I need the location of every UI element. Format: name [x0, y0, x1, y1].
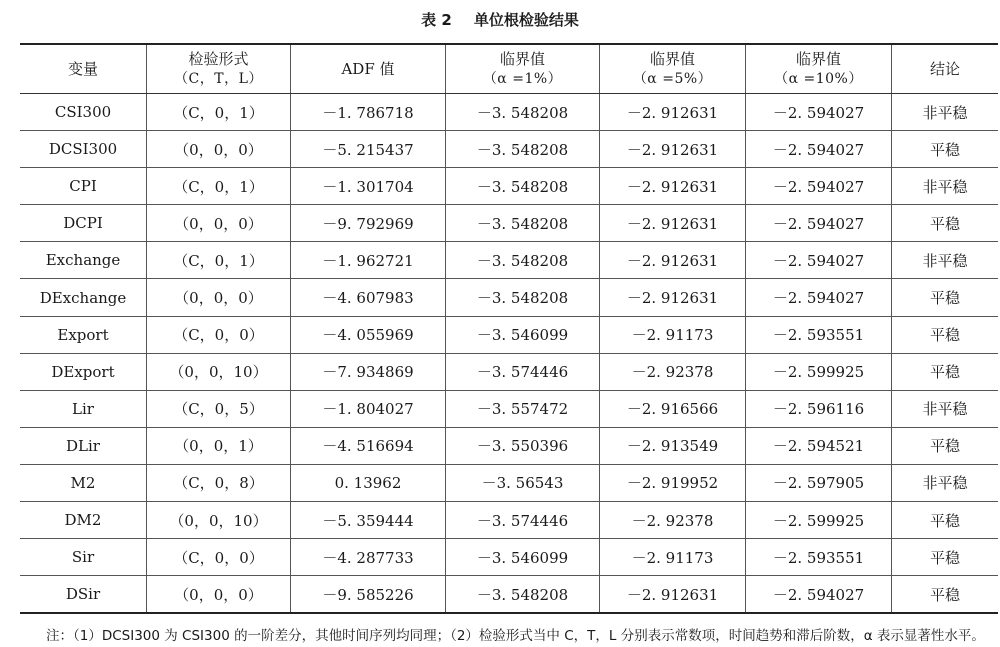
cell-adf-value: －4. 287733: [291, 539, 446, 576]
cell-critical-5pct: －2. 912631: [600, 205, 746, 242]
cell-conclusion: 平稳: [892, 279, 999, 316]
cell-test-form: （C，0，0）: [147, 539, 291, 576]
table-caption: [0, 9, 1000, 30]
cell-adf-value: －5. 215437: [291, 131, 446, 168]
cell-critical-1pct: －3. 548208: [446, 168, 600, 205]
cell-critical-5pct: －2. 91173: [600, 316, 746, 353]
cell-critical-1pct: －3. 548208: [446, 242, 600, 279]
cell-critical-1pct: －3. 557472: [446, 390, 600, 427]
table-row: [20, 279, 998, 316]
cell-conclusion: 平稳: [892, 427, 999, 464]
cell-test-form: （0，0，0）: [147, 205, 291, 242]
cell-adf-value: －1. 962721: [291, 242, 446, 279]
cell-critical-10pct: －2. 594027: [746, 279, 892, 316]
table-footnote: 注：（1）DCSI300 为 CSI300 的一阶差分，其他时间序列均同理；（2）检验形式当中 C，T，L 分别表示常数项，时间趋势和滞后阶数，α 表示显著性水平。: [46, 628, 985, 644]
cell-test-form: （0，0，10）: [147, 502, 291, 539]
cell-critical-1pct: －3. 574446: [446, 502, 600, 539]
table-row: [20, 242, 998, 279]
cell-conclusion: 平稳: [892, 539, 999, 576]
cell-critical-1pct: －3. 548208: [446, 576, 600, 614]
cell-test-form: （0，0，1）: [147, 427, 291, 464]
cell-adf-value: －9. 585226: [291, 576, 446, 614]
cell-variable: DCSI300: [20, 131, 147, 168]
cell-critical-5pct: －2. 912631: [600, 94, 746, 131]
cell-adf-value: －1. 804027: [291, 390, 446, 427]
cell-test-form: （C，0，1）: [147, 242, 291, 279]
cell-critical-1pct: －3. 546099: [446, 316, 600, 353]
cell-critical-1pct: －3. 548208: [446, 279, 600, 316]
cell-conclusion: 平稳: [892, 131, 999, 168]
cell-test-form: （C，0，5）: [147, 390, 291, 427]
cell-test-form: （0，0，0）: [147, 279, 291, 316]
cell-variable: DM2: [20, 502, 147, 539]
cell-variable: Export: [20, 316, 147, 353]
cell-critical-10pct: －2. 593551: [746, 316, 892, 353]
header-adf: ADF 值: [291, 44, 446, 94]
cell-critical-10pct: －2. 596116: [746, 390, 892, 427]
cell-test-form: （0，0，0）: [147, 576, 291, 614]
cell-critical-5pct: －2. 912631: [600, 168, 746, 205]
header-conclusion: 结论: [892, 44, 999, 94]
table-row: [20, 502, 998, 539]
cell-adf-value: －4. 607983: [291, 279, 446, 316]
header-test-form: 检验形式 （C，T，L）: [147, 44, 291, 94]
cell-critical-1pct: －3. 548208: [446, 94, 600, 131]
cell-critical-10pct: －2. 593551: [746, 539, 892, 576]
cell-critical-5pct: －2. 912631: [600, 279, 746, 316]
cell-test-form: （C，0，0）: [147, 316, 291, 353]
table-row: [20, 427, 998, 464]
cell-critical-10pct: －2. 594027: [746, 576, 892, 614]
cell-critical-10pct: －2. 594521: [746, 427, 892, 464]
table-row: [20, 316, 998, 353]
cell-critical-10pct: －2. 594027: [746, 168, 892, 205]
cell-test-form: （0，0，10）: [147, 353, 291, 390]
cell-conclusion: 平稳: [892, 316, 999, 353]
cell-test-form: （C，0，1）: [147, 94, 291, 131]
cell-test-form: （0，0，0）: [147, 131, 291, 168]
cell-critical-1pct: －3. 574446: [446, 353, 600, 390]
cell-critical-5pct: －2. 916566: [600, 390, 746, 427]
cell-conclusion: 非平稳: [892, 242, 999, 279]
cell-critical-5pct: －2. 92378: [600, 502, 746, 539]
cell-variable: Lir: [20, 390, 147, 427]
cell-conclusion: 非平稳: [892, 168, 999, 205]
cell-critical-1pct: －3. 546099: [446, 539, 600, 576]
header-row: [20, 44, 998, 94]
cell-critical-10pct: －2. 594027: [746, 205, 892, 242]
cell-variable: Sir: [20, 539, 147, 576]
table-row: [20, 205, 998, 242]
cell-critical-10pct: －2. 599925: [746, 502, 892, 539]
cell-adf-value: －1. 301704: [291, 168, 446, 205]
table-row: [20, 576, 998, 614]
table-row: [20, 168, 998, 205]
table-row: [20, 353, 998, 390]
cell-critical-1pct: －3. 548208: [446, 131, 600, 168]
table-row: [20, 539, 998, 576]
header-variable: 变量: [20, 44, 147, 94]
cell-critical-1pct: －3. 550396: [446, 427, 600, 464]
cell-adf-value: －5. 359444: [291, 502, 446, 539]
cell-variable: Exchange: [20, 242, 147, 279]
cell-conclusion: 非平稳: [892, 464, 999, 501]
cell-variable: CSI300: [20, 94, 147, 131]
cell-critical-5pct: －2. 912631: [600, 242, 746, 279]
cell-variable: DSir: [20, 576, 147, 614]
cell-critical-10pct: －2. 594027: [746, 242, 892, 279]
cell-critical-10pct: －2. 599925: [746, 353, 892, 390]
cell-variable: DExport: [20, 353, 147, 390]
cell-critical-1pct: －3. 56543: [446, 464, 600, 501]
cell-variable: DLir: [20, 427, 147, 464]
cell-conclusion: 平稳: [892, 205, 999, 242]
cell-critical-5pct: －2. 912631: [600, 576, 746, 614]
cell-conclusion: 平稳: [892, 502, 999, 539]
table-row: [20, 94, 998, 131]
cell-critical-5pct: －2. 912631: [600, 131, 746, 168]
cell-variable: DExchange: [20, 279, 147, 316]
cell-conclusion: 平稳: [892, 576, 999, 614]
cell-test-form: （C，0，8）: [147, 464, 291, 501]
cell-critical-1pct: －3. 548208: [446, 205, 600, 242]
cell-test-form: （C，0，1）: [147, 168, 291, 205]
cell-adf-value: 0. 13962: [291, 464, 446, 501]
table-row: [20, 131, 998, 168]
cell-conclusion: 非平稳: [892, 390, 999, 427]
cell-critical-10pct: －2. 597905: [746, 464, 892, 501]
cell-variable: CPI: [20, 168, 147, 205]
cell-conclusion: 非平稳: [892, 94, 999, 131]
header-critical-1pct: 临界值 （α =1%）: [446, 44, 600, 94]
cell-conclusion: 平稳: [892, 353, 999, 390]
cell-adf-value: －4. 055969: [291, 316, 446, 353]
cell-adf-value: －1. 786718: [291, 94, 446, 131]
table-title: 单位根检验结果: [473, 11, 579, 29]
table-row: [20, 464, 998, 501]
unit-root-test-table: [20, 43, 998, 614]
table-number: 表 2: [421, 11, 452, 29]
cell-critical-5pct: －2. 92378: [600, 353, 746, 390]
cell-variable: M2: [20, 464, 147, 501]
header-critical-10pct: 临界值 （α =10%）: [746, 44, 892, 94]
cell-critical-10pct: －2. 594027: [746, 94, 892, 131]
cell-critical-5pct: －2. 91173: [600, 539, 746, 576]
cell-critical-5pct: －2. 919952: [600, 464, 746, 501]
table-row: [20, 390, 998, 427]
cell-adf-value: －7. 934869: [291, 353, 446, 390]
cell-critical-10pct: －2. 594027: [746, 131, 892, 168]
cell-variable: DCPI: [20, 205, 147, 242]
header-critical-5pct: 临界值 （α =5%）: [600, 44, 746, 94]
cell-adf-value: －4. 516694: [291, 427, 446, 464]
cell-critical-5pct: －2. 913549: [600, 427, 746, 464]
cell-adf-value: －9. 792969: [291, 205, 446, 242]
